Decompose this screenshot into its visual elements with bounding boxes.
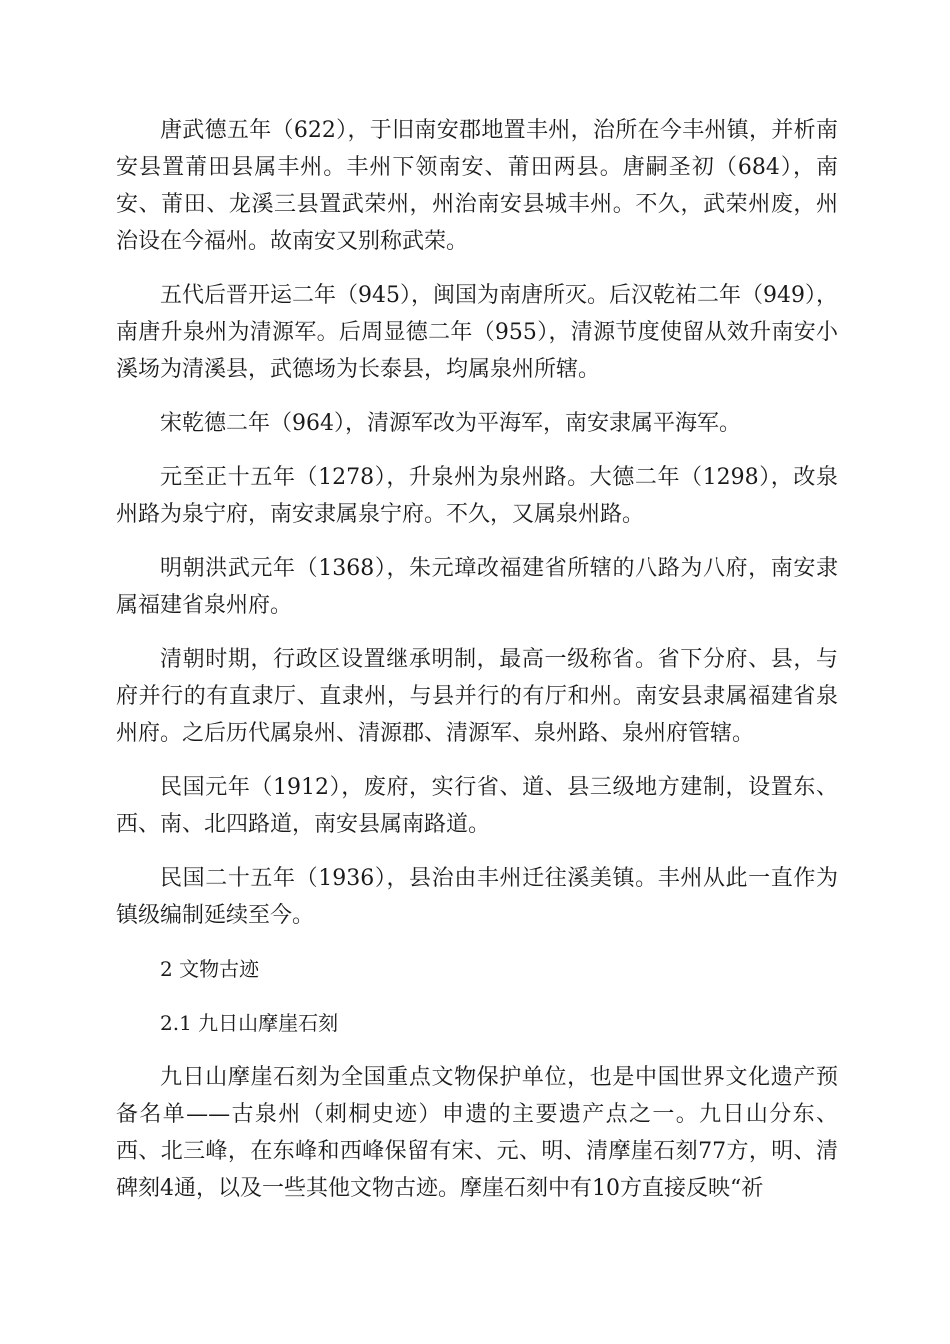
section-heading: 2 文物古迹 <box>160 957 260 981</box>
paragraph-jiurishan: 九日山摩崖石刻为全国重点文物保护单位，也是中国世界文化遗产预备名单——古泉州（刺桐史迹）申遗的主要遗产点之一。九日山分东、西、北三峰，在东峰和西峰保留有宋、元、明、清摩崖石刻77方，明、清碑刻4通，以及一些其他文物古迹。摩崖石刻中有10方直接反映“祈 <box>116 1065 838 1201</box>
paragraph-five-dynasties: 五代后晋开运二年（945），闽国为南唐所灭。后汉乾祐二年（949），南唐升泉州为清源军。后周显德二年（955），清源节度使留从效升南安小溪场为清溪县，武德场为长泰县，均属泉州所辖。 <box>116 283 838 382</box>
paragraph-qing-dynasty: 清朝时期，行政区设置继承明制，最高一级称省。省下分府、县，与府并行的有直隶厅、直隶州，与县并行的有厅和州。南安县隶属福建省泉州府。之后历代属泉州、清源郡、清源军、泉州路、泉州府管辖。 <box>116 647 838 746</box>
paragraph-ming-dynasty: 明朝洪武元年（1368），朱元璋改福建省所辖的八路为八府，南安隶属福建省泉州府。 <box>116 556 838 618</box>
paragraph-republic-1936: 民国二十五年（1936），县治由丰州迁往溪美镇。丰州从此一直作为镇级编制延续至今。 <box>116 866 838 928</box>
paragraph-song-dynasty: 宋乾德二年（964），清源军改为平海军，南安隶属平海军。 <box>160 411 741 436</box>
paragraph-tang-dynasty: 唐武德五年（622），于旧南安郡地置丰州，治所在今丰州镇，并析南安县置莆田县属丰州。丰州下领南安、莆田两县。唐嗣圣初（684），南安、莆田、龙溪三县置武荣州，州治南安县城丰州。不久，武荣州废，州治设在今福州。故南安又别称武荣。 <box>116 118 838 254</box>
paragraph-republic-1912: 民国元年（1912），废府，实行省、道、县三级地方建制，设置东、西、南、北四路道，南安县属南路道。 <box>116 775 838 837</box>
paragraph-yuan-dynasty: 元至正十五年（1278），升泉州为泉州路。大德二年（1298），改泉州路为泉宁府，南安隶属泉宁府。不久，又属泉州路。 <box>116 465 838 527</box>
document-page <box>116 112 838 1224</box>
subsection-heading: 2.1 九日山摩崖石刻 <box>160 1011 339 1035</box>
